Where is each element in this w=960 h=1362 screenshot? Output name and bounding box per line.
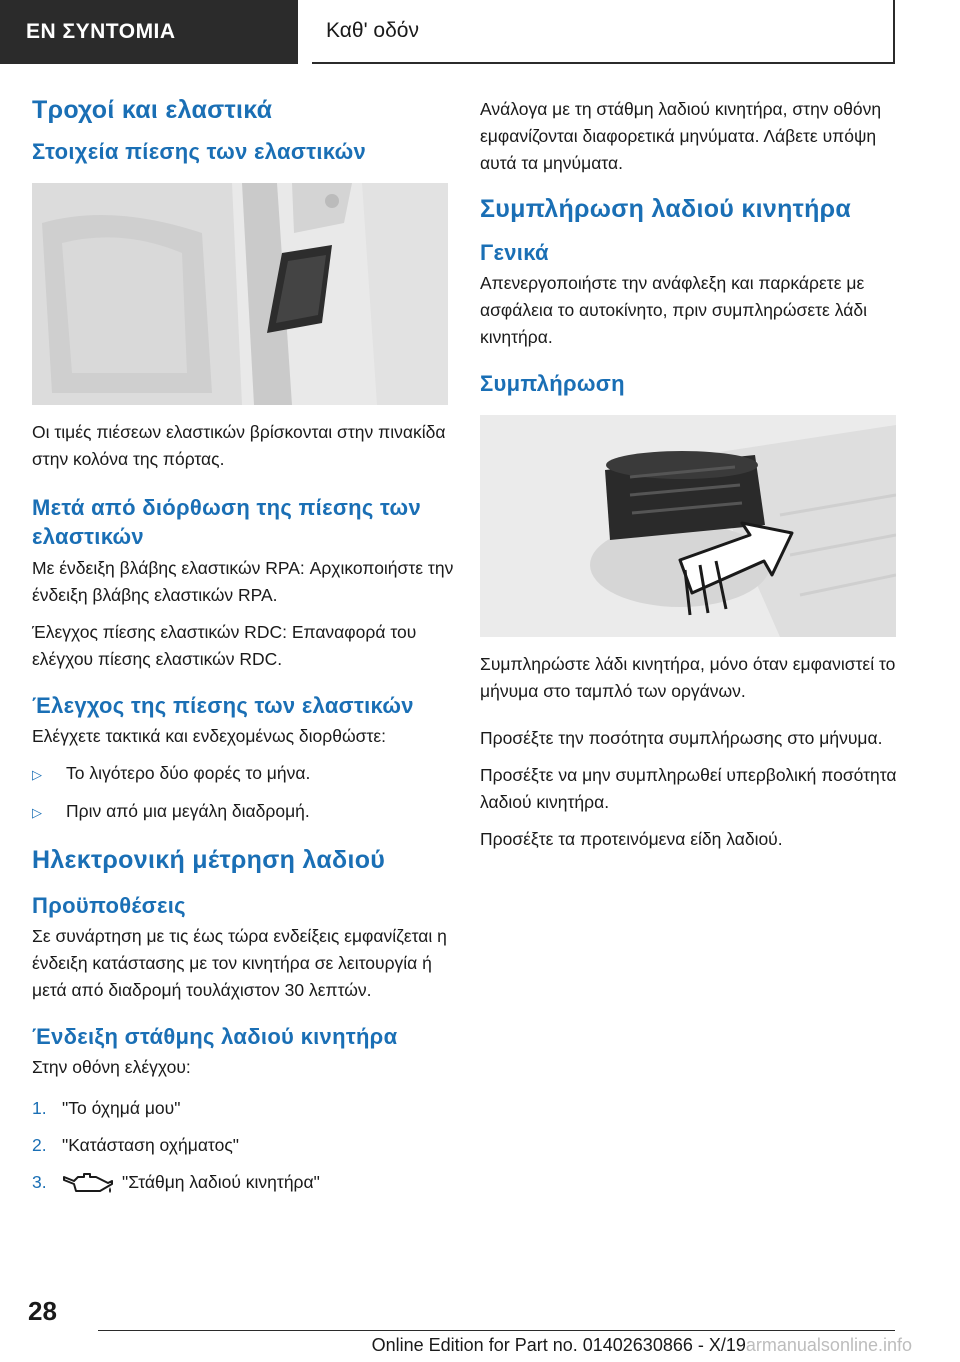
- step-item: [32, 1095, 462, 1122]
- section-title: ΕΝ ΣΥΝΤΟΜΙΑ: [26, 20, 176, 43]
- heading-oil-level: Ένδειξη στάθμης λαδιού κινητήρα: [32, 1024, 398, 1049]
- paragraph-general: Απενεργοποιήστε την ανάφλεξη και παρκάρετε με ασφάλεια το αυτοκίνητο, πριν συμπληρώσετε λάδι κινητήρα.: [480, 273, 867, 347]
- heading-tire-pressure-data: Στοιχεία πίεσης των ελαστικών: [32, 139, 366, 164]
- list-item-text: Το λιγότερο δύο φορές το μήνα.: [66, 763, 311, 783]
- triangle-bullet-icon: ▷: [32, 767, 42, 782]
- footer-divider: [98, 1330, 895, 1331]
- door-pillar-image: [32, 183, 448, 405]
- heading-prerequisites: Προϋποθέσεις: [32, 893, 186, 918]
- step-item: [32, 1169, 462, 1196]
- step-item: [32, 1132, 462, 1159]
- chapter-title: Καθ' οδόν: [326, 19, 419, 42]
- footer: [372, 1335, 912, 1356]
- paragraph-refill-when: Συμπληρώστε λάδι κινητήρα, μόνο όταν εμφανιστεί το μήνυμα στο ταμπλό των οργάνων.: [480, 654, 896, 701]
- door-pillar-illustration: [32, 183, 448, 405]
- paragraph-quantity: Προσέξτε την ποσότητα συμπλήρωσης στο μήνυμα.: [480, 728, 883, 748]
- paragraph-rpa: Με ένδειξη βλάβης ελαστικών RPA: Αρχικοποιήστε την ένδειξη βλάβης ελαστικών RPA.: [32, 558, 454, 605]
- heading-refill: Συμπλήρωση: [480, 371, 625, 396]
- step-number: 3.: [32, 1172, 47, 1192]
- step-number: 1.: [32, 1098, 47, 1118]
- heading-tires: Τροχοί και ελαστικά: [32, 96, 273, 124]
- list-item: [32, 798, 462, 826]
- heading-refill-oil: Συμπλήρωση λαδιού κινητήρα: [480, 195, 852, 223]
- heading-oil-measure: Ηλεκτρονική μέτρηση λαδιού: [32, 846, 386, 874]
- oil-can-icon: [62, 1171, 114, 1195]
- section-tab: [0, 0, 298, 64]
- step-text: "Στάθμη λαδιού κινητήρα": [122, 1172, 320, 1192]
- step-text: "Κατάσταση οχήματος": [62, 1135, 239, 1155]
- oil-cap-image: [480, 415, 896, 637]
- right-column: [480, 96, 900, 863]
- list-item-text: Πριν από μια μεγάλη διαδρομή.: [66, 801, 310, 821]
- paragraph-prerequisites: Σε συνάρτηση με τις έως τώρα ενδείξεις εμφανίζεται η ένδειξη κατάστασης με τον κινητήρα σε λειτουργία ή μετά από διαδρομή τουλάχιστον 30 λεπτών.: [32, 926, 447, 1000]
- list-item: [32, 760, 462, 788]
- chapter-tab: [312, 0, 895, 64]
- heading-after-correction: Μετά από διόρθωση της πίεσης των ελαστικών: [32, 495, 421, 549]
- paragraph-messages: Ανάλογα με τη στάθμη λαδιού κινητήρα, στην οθόνη εμφανίζονται διαφορετικά μηνύματα. Λάβετε υπόψη αυτά τα μηνύματα.: [480, 99, 882, 173]
- triangle-bullet-icon: ▷: [32, 805, 42, 820]
- paragraph-recommended: Προσέξτε τα προτεινόμενα είδη λαδιού.: [480, 829, 783, 849]
- left-column: [32, 96, 462, 1206]
- step-number: 2.: [32, 1135, 47, 1155]
- footer-watermark: armanualsonline.info: [745, 1335, 912, 1355]
- footer-edition: Online Edition for Part no. 01402630866 - X/19: [371, 1335, 746, 1355]
- heading-check-pressure: Έλεγχος της πίεσης των ελαστικών: [32, 693, 414, 718]
- paragraph-rdc: Έλεγχος πίεσης ελαστικών RDC: Επαναφορά του ελέγχου πίεσης ελαστικών RDC.: [32, 622, 417, 669]
- paragraph-check-regular: Ελέγχετε τακτικά και ενδεχομένως διορθώστε:: [32, 726, 387, 746]
- step-text: "Το όχημά μου": [62, 1098, 181, 1118]
- paragraph-tire-values: Οι τιμές πιέσεων ελαστικών βρίσκονται στην πινακίδα στην κολόνα της πόρτας.: [32, 422, 446, 469]
- heading-general: Γενικά: [480, 240, 549, 265]
- oil-cap-illustration: [480, 415, 896, 637]
- paragraph-no-overfill: Προσέξτε να μην συμπληρωθεί υπερβολική ποσότητα λαδιού κινητήρα.: [480, 765, 897, 812]
- paragraph-display: Στην οθόνη ελέγχου:: [32, 1057, 191, 1077]
- page-number: 28: [28, 1296, 57, 1326]
